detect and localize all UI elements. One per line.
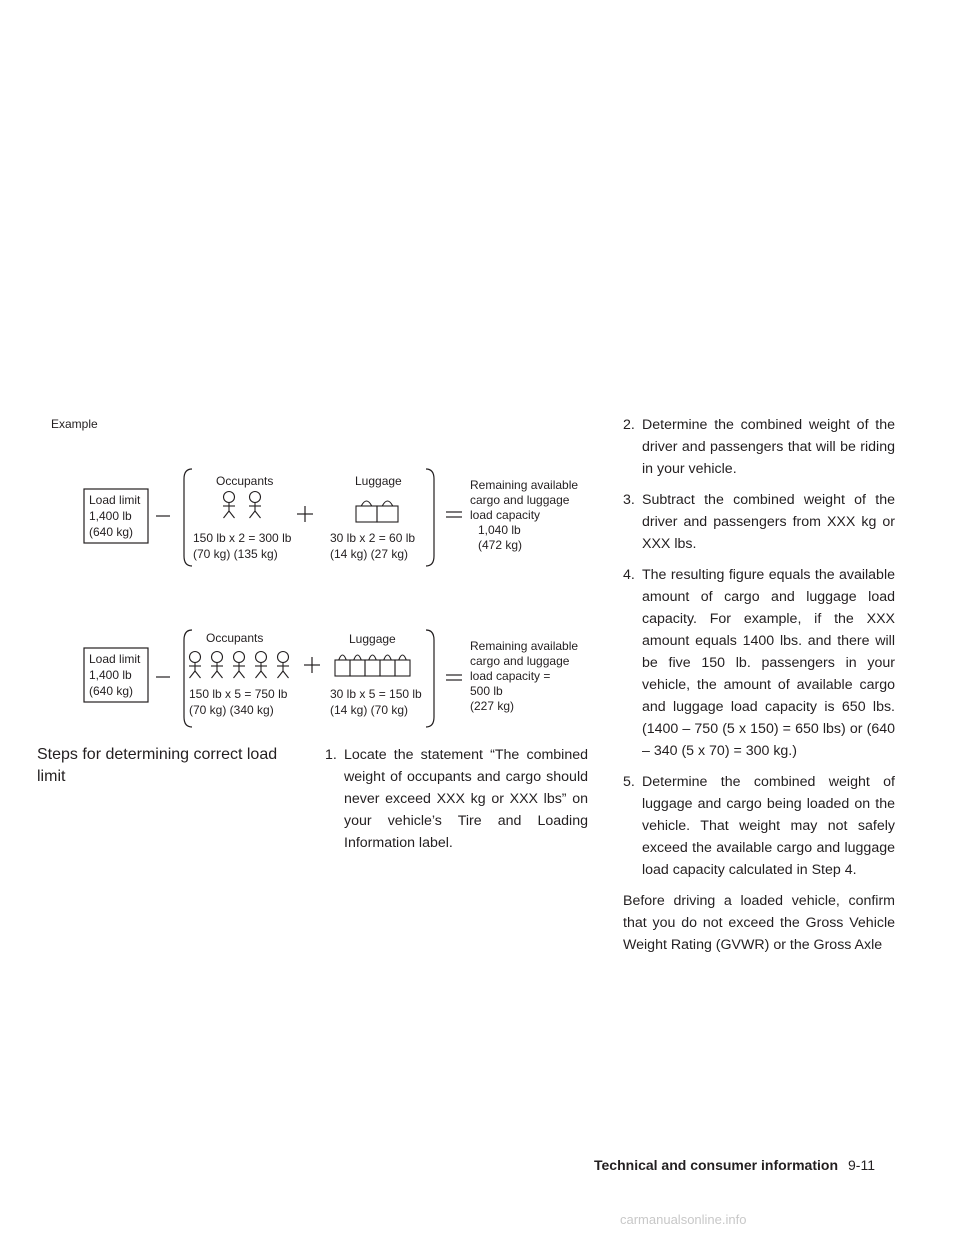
step-number: 5. (623, 774, 635, 790)
remaining-capacity-line: Remaining available (470, 478, 579, 492)
occupants-calc: 150 lb x 2 = 300 lb (193, 531, 292, 545)
person-icon (211, 652, 223, 679)
luggage-label: Luggage (355, 474, 402, 488)
person-head (250, 492, 261, 503)
person-leg-right (261, 671, 267, 678)
suitcase-body (365, 660, 380, 676)
step-5 (623, 771, 895, 881)
person-leg-left (250, 511, 256, 518)
luggage-calc: 30 lb x 2 = 60 lb (330, 531, 416, 545)
section-heading: Steps for determining correct load limit (37, 746, 278, 785)
person-icon (255, 652, 267, 679)
diagram-two-occupants (84, 469, 578, 566)
suitcase-handle (382, 501, 393, 506)
step-number: 3. (623, 492, 635, 508)
remaining-capacity-line: cargo and luggage (470, 654, 570, 668)
right-bracket (426, 630, 434, 727)
step-text: Determine the combined weight of the driver and passengers that will be riding in your vehicle. (642, 417, 895, 477)
luggage-icon (356, 501, 398, 522)
person-icon (223, 492, 235, 519)
suitcase-body (395, 660, 410, 676)
person-head (256, 652, 267, 663)
step-number: 1. (325, 747, 337, 763)
suitcase-body (356, 506, 377, 522)
load-limit-line: 1,400 lb (89, 668, 132, 682)
person-leg-left (224, 511, 230, 518)
person-head (190, 652, 201, 663)
step-1 (325, 744, 588, 854)
watermark: carmanualsonline.info (620, 1212, 747, 1227)
person-icon (189, 652, 201, 679)
remaining-capacity-line: 1,040 lb (478, 523, 521, 537)
person-head (234, 652, 245, 663)
steps-column-right (623, 414, 895, 956)
person-icon (249, 492, 261, 519)
suitcase-handle (361, 501, 372, 506)
person-head (224, 492, 235, 503)
closing-paragraph: Before driving a loaded vehicle, confirm that you do not exceed the Gross Vehicle Weight Rating (GVWR) or the Gross Axle (623, 893, 895, 953)
person-leg-right (195, 671, 201, 678)
person-leg-right (229, 511, 235, 518)
step-3 (623, 489, 895, 555)
suitcase-body (335, 660, 350, 676)
suitcase-body (380, 660, 395, 676)
suitcase-handle (384, 655, 392, 660)
remaining-capacity-line: 500 lb (470, 684, 503, 698)
remaining-capacity-line: (227 kg) (470, 699, 515, 713)
step-text: The resulting figure equals the available amount of cargo and luggage load capacity. For example, if the XXX amount equals 1400 lbs. and there will be five 150 lb. passengers in your vehicle, the amount of available cargo and luggage load capacity is 650 lbs. (1400 – 750 (5 x 150) = 650 lbs) or (640 – 340 (5 x 70) = 300 kg.) (642, 567, 895, 759)
step-text: Determine the combined weight of luggage and cargo being loaded on the vehicle. That weight may not safely exceed the available cargo and luggage load capacity calculated in Step 4. (642, 774, 895, 878)
person-leg-right (255, 511, 261, 518)
luggage-calc: (14 kg) (27 kg) (330, 547, 409, 561)
suitcase-body (377, 506, 398, 522)
load-limit-line: Load limit (89, 493, 141, 507)
step-2 (623, 414, 895, 480)
suitcase-handle (369, 655, 377, 660)
right-bracket (426, 469, 434, 566)
step-text: Subtract the combined weight of the driver and passengers from XXX kg or XXX lbs. (642, 492, 895, 552)
person-leg-left (190, 671, 196, 678)
step-number: 2. (623, 417, 635, 433)
suitcase-body (350, 660, 365, 676)
footer-page-number: 9-11 (848, 1157, 875, 1173)
occupants-calc: (70 kg) (340 kg) (189, 703, 274, 717)
remaining-capacity-line: Remaining available (470, 639, 579, 653)
load-limit-line: (640 kg) (89, 525, 134, 539)
person-leg-left (234, 671, 240, 678)
left-bracket (184, 469, 192, 566)
step-number: 4. (623, 567, 635, 583)
step-text: Locate the statement “The combined weight of occupants and cargo should never exceed XXX kg or XXX lbs” on your vehicle’s Tire and Loading Information label. (344, 747, 588, 851)
person-leg-left (278, 671, 284, 678)
remaining-capacity-line: (472 kg) (478, 538, 523, 552)
load-limit-line: 1,400 lb (89, 509, 132, 523)
person-head (212, 652, 223, 663)
step-4 (623, 564, 895, 762)
load-limit-line: (640 kg) (89, 684, 134, 698)
person-icon (277, 652, 289, 679)
steps-column-middle (325, 744, 588, 863)
remaining-capacity-line: load capacity (470, 508, 541, 522)
luggage-calc: (14 kg) (70 kg) (330, 703, 409, 717)
suitcase-handle (339, 655, 347, 660)
person-head (278, 652, 289, 663)
luggage-calc: 30 lb x 5 = 150 lb (330, 687, 422, 701)
person-leg-right (239, 671, 245, 678)
remaining-capacity-line: cargo and luggage (470, 493, 570, 507)
person-leg-left (212, 671, 218, 678)
person-leg-left (256, 671, 262, 678)
luggage-label: Luggage (349, 632, 396, 646)
occupants-calc: 150 lb x 5 = 750 lb (189, 687, 288, 701)
suitcase-handle (399, 655, 407, 660)
footer-section-title: Technical and consumer information (594, 1157, 839, 1173)
page-footer (594, 1157, 875, 1173)
person-leg-right (283, 671, 289, 678)
occupants-label: Occupants (216, 474, 274, 488)
example-label: Example (51, 417, 98, 431)
remaining-capacity-line: load capacity = (470, 669, 551, 683)
occupants-calc: (70 kg) (135 kg) (193, 547, 278, 561)
occupants-label: Occupants (206, 631, 264, 645)
person-icon (233, 652, 245, 679)
load-limit-line: Load limit (89, 652, 141, 666)
diagram-five-occupants (84, 630, 578, 727)
suitcase-handle (354, 655, 362, 660)
person-leg-right (217, 671, 223, 678)
luggage-icon (335, 655, 410, 676)
